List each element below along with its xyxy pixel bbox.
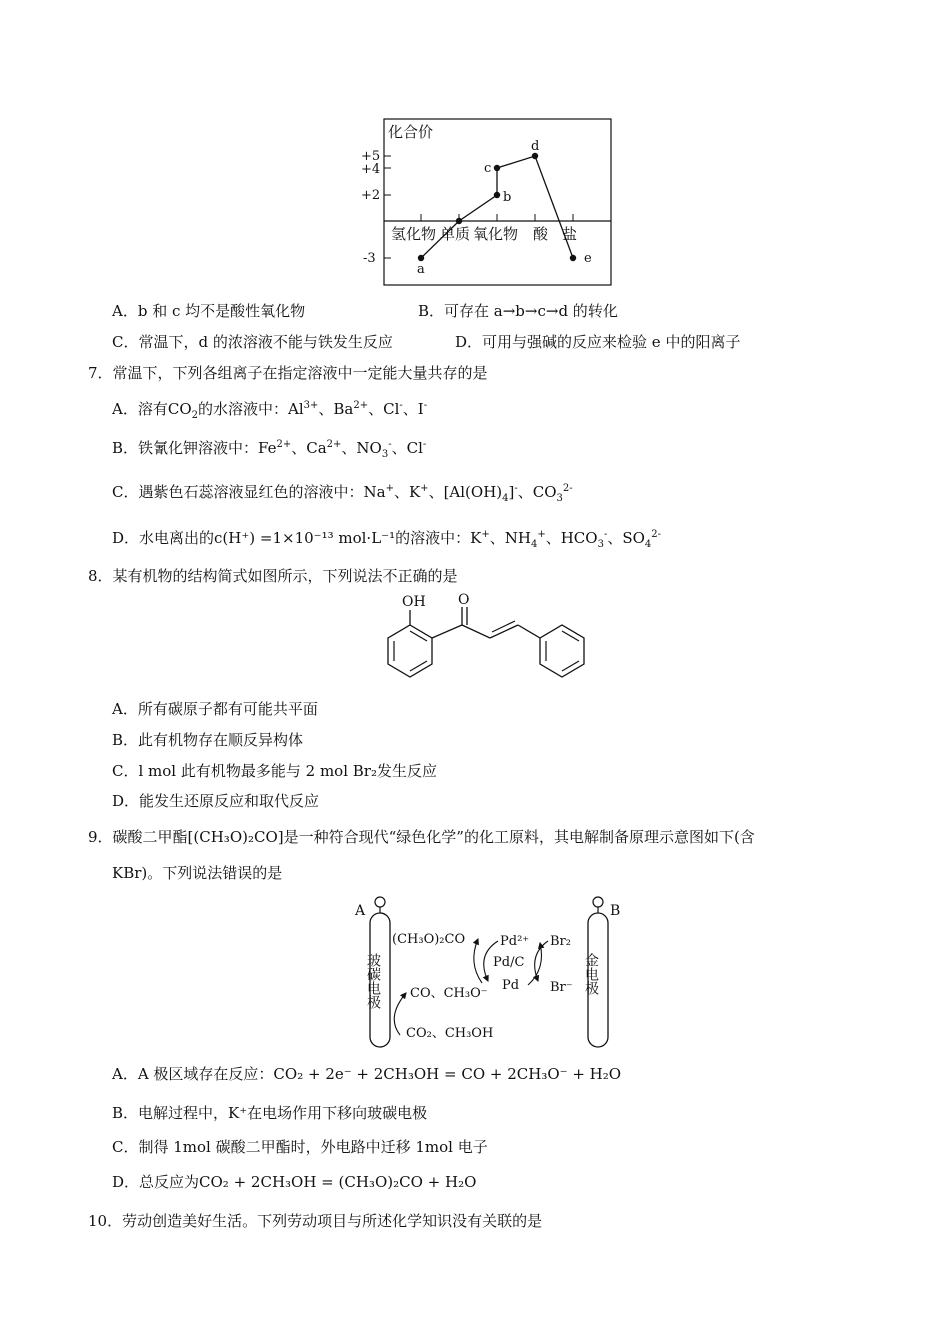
point-b [494,192,500,198]
q7a-mid: 的水溶液中： [198,400,289,418]
dmc-label: (CH₃O)₂CO [392,932,466,947]
q9-option-c: C．制得 1mol 碳酸二甲酯时，外电路中迁移 1mol 电子 [112,1138,488,1156]
label-a-pole: A [355,903,366,919]
pd2-label: Pd²⁺ [500,934,530,949]
ytick-4: +4 [361,162,381,177]
q7d-mid: 的溶液中： [395,529,471,547]
q7-option-a: A．溶有$CO_2$的水溶液中：$Al^{3+}$、$Ba^{2+}$、Cl-、I- [112,400,428,421]
label-d: d [531,139,540,154]
q9-stem-line2: KBr)。下列说法错误的是 [112,864,283,882]
q8-option-d: D．能发生还原反应和取代反应 [112,792,320,810]
left-electrode-label: 玻碳电极 [365,953,381,1009]
q8-stem: 8．某有机物的结构简式如图所示，下列说法不正确的是 [88,567,458,585]
q7-option-b: B．铁氰化钾溶液中：$Fe^{2+}$、$Ca^{2+}$、$NO_3^-$、Cl- [112,439,427,460]
cat-acid: 酸 [533,225,549,243]
q8-option-b: B．此有机物存在顺反异构体 [112,731,304,749]
label-e: e [584,251,592,266]
point-c [494,165,500,171]
q7d-cond: c(H⁺) =1×10⁻¹³ mol·L⁻¹ [214,529,396,547]
point-single [456,218,462,224]
pdc-label: Pd/C [493,955,525,970]
q9-stem-line1: 9．碳酸二甲酯[(CH₃O)₂CO]是一种符合现代“绿色化学”的化工原料，其电解制备原理示意图如下(含 [88,828,755,846]
br2-label: Br₂ [550,934,571,949]
q7-option-c: C．遇紫色石蕊溶液显红色的溶液中：Na+、K+、$[Al(OH)_4]^-$、$CO_3^{2-}$ [112,483,573,504]
q7-option-d: D．水电离出的c(H⁺) =1×10⁻¹³ mol·L⁻¹的溶液中：K+、$NH_4^+$、$HCO_3^-$、$SO_4^{2-}$ [112,529,662,550]
q6-option-d: D．可用与强碱的反应来检验 e 中的阳离子 [455,333,741,351]
ytick-2: +2 [361,188,381,203]
point-e [570,255,576,261]
ytick-5: +5 [361,149,381,164]
chalcone-structure [380,590,595,690]
label-a: a [417,262,425,277]
q10-stem: 10．劳动创造美好生活。下列劳动项目与所述化学知识没有关联的是 [88,1212,543,1230]
q9-option-d: D．总反应为CO₂ + 2CH₃OH = (CH₃O)₂CO + H₂O [112,1173,477,1191]
label-c: c [484,161,492,176]
q6-option-a: A．b 和 c 均不是酸性氧化物 [112,302,306,320]
o-label: O [458,592,470,608]
q9-option-a: A．A 极区域存在反应：CO₂ + 2e⁻ + 2CH₃OH = CO + 2CH₃O⁻ + H₂O [112,1065,622,1083]
chart-ylabel: 化合价 [388,123,434,141]
q7a-prefix: A．溶有 [112,400,168,418]
brm-label: Br⁻ [550,980,573,995]
q8-option-a: A．所有碳原子都有可能共平面 [112,700,318,718]
q7-stem: 7．常温下，下列各组离子在指定溶液中一定能大量共存的是 [88,364,488,382]
oh-label: OH [402,594,426,610]
point-a [418,255,424,261]
q8-option-c: C．l mol 此有机物最多能与 2 mol Br₂发生反应 [112,762,437,780]
right-electrode-label: 金电极 [583,953,599,995]
q7b-prefix: B．铁氰化钾溶液中： [112,439,259,457]
cat-salt: 盐 [562,225,578,243]
label-b-pole: B [610,903,621,919]
ytick-neg3: -3 [363,251,376,266]
label-b: b [503,190,512,205]
electrolysis-diagram [350,893,630,1053]
q7d-prefix: D．水电离出的 [112,529,215,547]
cat-element: 单质 [440,225,471,243]
co-ch3o-label: CO、CH₃O⁻ [410,986,488,1001]
q9-option-b: B．电解过程中，K⁺在电场作用下移向玻碳电极 [112,1104,428,1122]
q7c-prefix: C．遇紫色石蕊溶液显红色的溶液中： [112,483,364,501]
pd-label: Pd [502,978,520,993]
valence-chart [355,112,620,292]
cat-hydride: 氢化物 [391,225,437,243]
co2-ch3oh-label: CO₂、CH₃OH [406,1026,494,1041]
cat-oxide: 氧化物 [473,225,519,243]
q6-option-b: B．可存在 a→b→c→d 的转化 [418,302,618,320]
q6-option-c: C．常温下，d 的浓溶液不能与铁发生反应 [112,333,393,351]
